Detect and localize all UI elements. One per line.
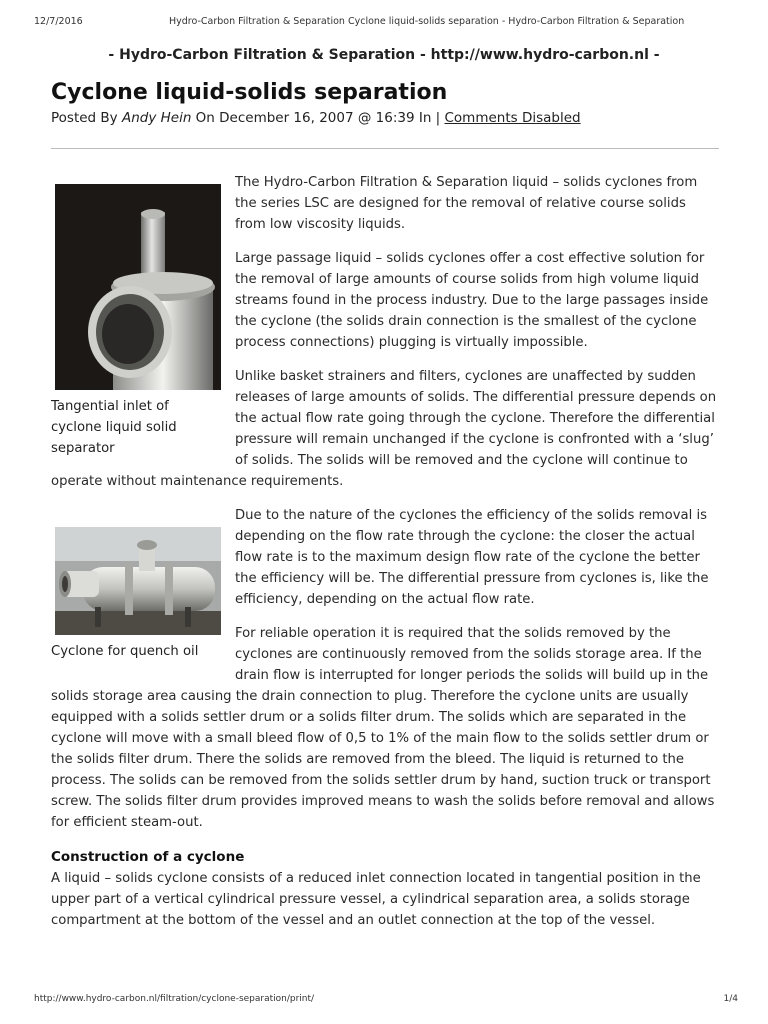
divider xyxy=(51,148,719,149)
quench-oil-cyclone-photo xyxy=(55,527,221,635)
paragraph: The Hydro-Carbon Filtration & Separation liquid – solids cyclones from the series LSC are designed for the removal of relative course solids from low viscosity liquids. xyxy=(235,175,698,232)
paragraph: Unlike basket strainers and filters, cyclones are unaffected by sudden releases of large amounts of solids. The differential pressure depends on the actual flow rate going through the cyclone. Therefore the differential pressure will remain unchanged if the cyclone is confronted with a ‘slug’ of solids. The solids will be removed and the cyclone will continue to operate without maintenance requirements. xyxy=(51,369,717,489)
figure-quench-oil-cyclone xyxy=(51,527,221,662)
print-page-title: Hydro-Carbon Filtration & Separation Cyclone liquid-solids separation - Hydro-Carbon Filtration & Separation xyxy=(169,16,685,27)
comments-link[interactable]: Comments Disabled xyxy=(444,110,581,126)
paragraph: For reliable operation it is required that the solids removed by the cyclones are continuously removed from the solids storage area. If the drain flow is interrupted for longer periods the solids will build up in the solids storage area causing the drain connection to plug. Therefore the cyclone units are usually equipped with a solids settler drum or a solids filter drum. The solids which are separated in the cyclone will move with a small bleed flow of 0,5 to 1% of the main flow to the solids settler drum or the solids filter drum. There the solids are removed from the bleed. The liquid is returned to the process. The solids can be removed from the solids settler drum by hand, suction truck or transport screw. The solids filter drum provides improved means to wash the solids before removal and allows for efficient steam-out. xyxy=(51,626,715,830)
site-line: - Hydro-Carbon Filtration & Separation - http://www.hydro-carbon.nl - xyxy=(108,47,660,63)
print-footer xyxy=(34,994,738,1006)
page-number: 1/4 xyxy=(723,994,738,1004)
section-heading: Construction of a cyclone xyxy=(51,849,245,865)
paragraph: Large passage liquid – solids cyclones offer a cost effective solution for the removal of large amounts of course solids from high volume liquid streams found in the process industry. Due to the large passages inside the cyclone (the solids drain connection is the smallest of the cyclone process connections) plugging is virtually impossible. xyxy=(235,251,709,350)
byline xyxy=(51,110,581,126)
paragraph: Due to the nature of the cyclones the efficiency of the solids removal is depending on the flow rate through the cyclone: the closer the actual flow rate is to the maximum design flow rate of the cyclone the better the efficiency will be. The differential pressure from cyclones is, like the efficiency, depending on the actual flow rate. xyxy=(235,508,709,607)
tangential-inlet-photo xyxy=(55,184,221,390)
figure-tangential-inlet xyxy=(51,184,221,459)
article-title: Cyclone liquid-solids separation xyxy=(51,80,448,105)
print-date: 12/7/2016 xyxy=(34,16,83,27)
article-body xyxy=(51,172,719,944)
author-name: Andy Hein xyxy=(121,110,192,126)
figure-caption: Tangential inlet of cyclone liquid solid separator xyxy=(51,399,177,456)
print-header xyxy=(34,16,738,30)
figure-caption: Cyclone for quench oil xyxy=(51,644,199,659)
print-url: http://www.hydro-carbon.nl/filtration/cyclone-separation/print/ xyxy=(34,994,315,1004)
section-paragraph: A liquid – solids cyclone consists of a reduced inlet connection located in tangential position in the upper part of a vertical cylindrical pressure vessel, a cylindrical separation area, a solids storage compartment at the bottom of the vessel and an outlet connection at the top of the vessel. xyxy=(51,871,701,928)
byline-date: On December 16, 2007 @ 16:39 In | xyxy=(191,110,445,126)
byline-prefix: Posted By xyxy=(51,110,122,126)
